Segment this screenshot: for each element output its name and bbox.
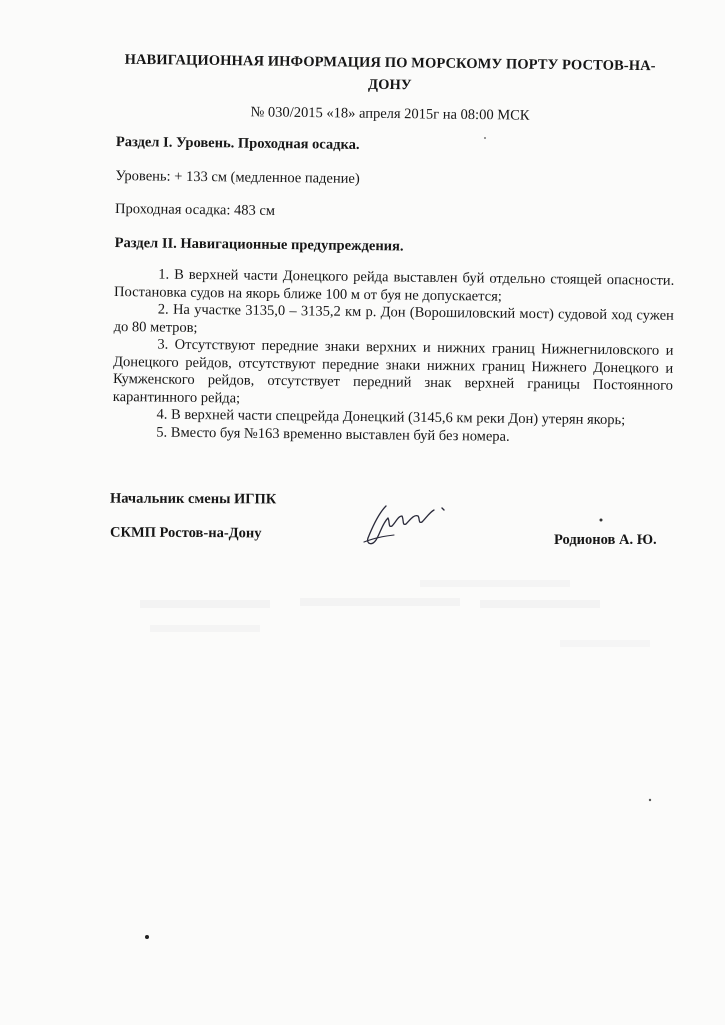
warning-item: 2. На участке 3135,0 – 3135,2 км р. Дон (Ворошиловский мост) судовой ход сужен до 80 метров; <box>113 301 674 336</box>
handwritten-signature <box>358 498 458 558</box>
section1-heading: Раздел I. Уровень. Проходная осадка. <box>115 134 360 153</box>
signer-name: Родионов А. Ю. <box>554 532 657 548</box>
water-level: Уровень: + 133 см (медленное падение) <box>115 167 360 187</box>
warning-item: 1. В верхней части Донецкого рейда выставлен буй отдельно стоящей опасности. Постановка судов на якорь ближе 100 м от буя не допускается; <box>113 266 675 305</box>
warning-item: 4. В верхней части спецрейда Донецкий (3145,6 км реки Дон) утерян якорь; <box>156 406 626 429</box>
document-number-date: № 030/2015 «18» апреля 2015г на 08:00 МСК <box>250 104 530 124</box>
warning-item: 3. Отсутствуют передние знаки верхних и нижних границ Нижнегниловского и Донецкого рейдов, отсутствуют передние знаки нижних границ Нижнего Донецкого и Кумженского рейдов, отсутствует передний знак верхней границы Постоянного карантинного рейда; <box>112 336 674 407</box>
signer-organization: СКМП Ростов-на-Дону <box>109 524 262 542</box>
passing-draft: Проходная осадка: 483 см <box>114 200 276 219</box>
document-title: НАВИГАЦИОННАЯ ИНФОРМАЦИЯ ПО МОРСКОМУ ПОРТУ РОСТОВ-НА-ДОНУ <box>124 51 656 94</box>
document-body <box>112 134 676 448</box>
signer-position: Начальник смены ИГПК <box>109 490 277 508</box>
section2-heading: Раздел II. Навигационные предупреждения. <box>114 234 404 255</box>
warning-item: 5. Вместо буя №163 временно выставлен буй без номера. <box>156 424 510 445</box>
